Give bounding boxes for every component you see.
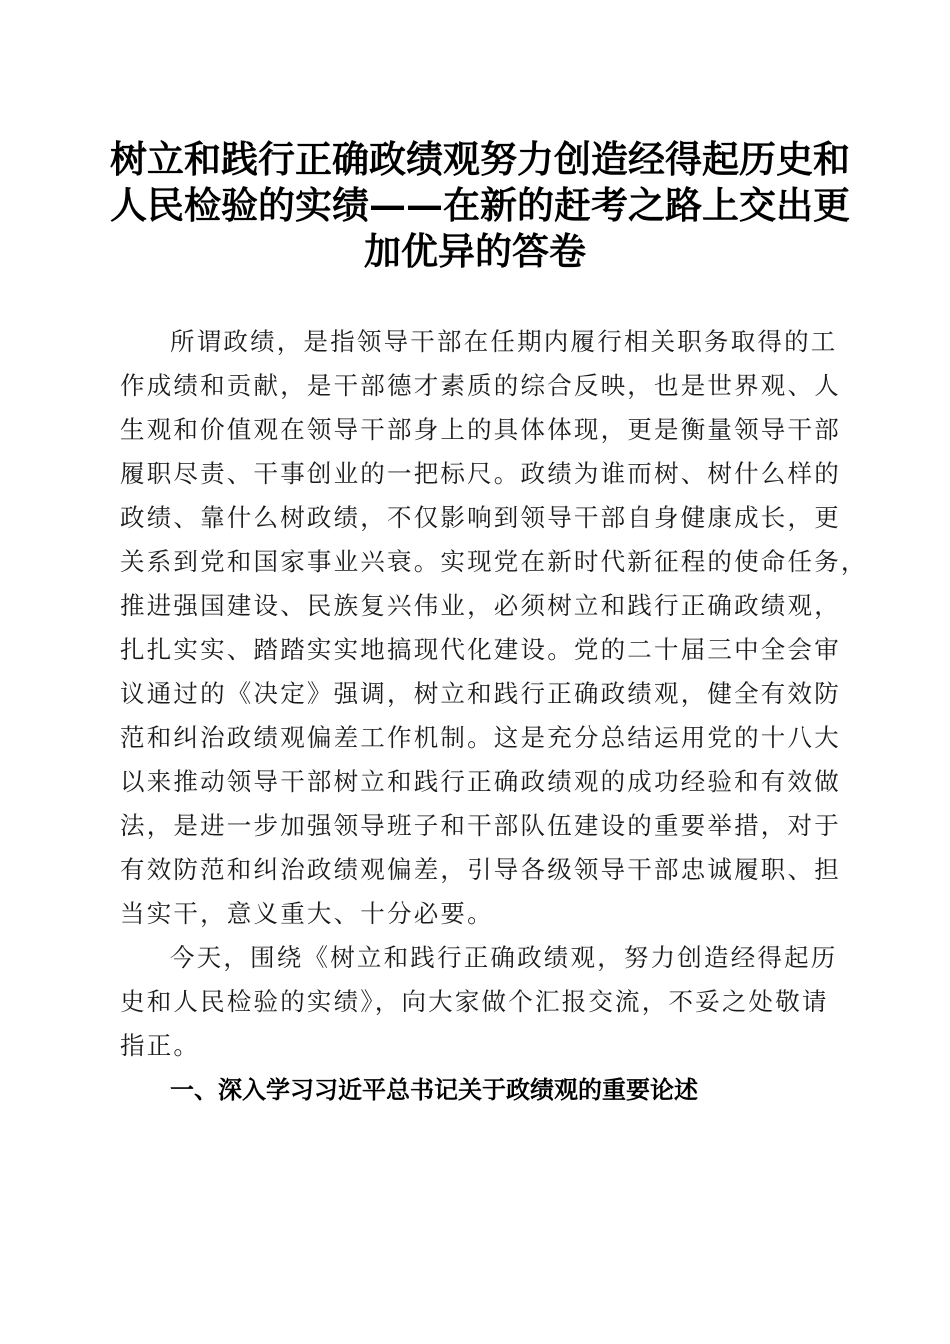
title-line: 加优异的答卷: [364, 229, 586, 273]
text-line: 作成绩和贡献，是干部德才素质的综合反映，也是世界观、人: [120, 371, 841, 400]
text-line: 指正。: [120, 1031, 201, 1060]
intro-paragraph: [120, 320, 868, 936]
title-line: 人民检验的实绩——在新的赶考之路上交出更: [110, 183, 850, 227]
text-line: 法，是进一步加强领导班子和干部队伍建设的重要举措，对于: [120, 811, 841, 840]
text-line: 履职尽责、干事创业的一把标尺。政绩为谁而树、树什么样的: [120, 459, 841, 488]
text-line: 当实干，意义重大、十分必要。: [120, 899, 494, 928]
purpose-paragraph: [120, 936, 840, 1068]
text-line: 以来推动领导干部树立和践行正确政绩观的成功经验和有效做: [120, 767, 841, 796]
text-line: 范和纠治政绩观偏差工作机制。这是充分总结运用党的十八大: [120, 723, 841, 752]
text-line: 史和人民检验的实绩》，向大家做个汇报交流，不妥之处敬请: [120, 987, 829, 1016]
text-line: 扎扎实实、踏踏实实地搞现代化建设。党的二十届三中全会审: [120, 635, 841, 664]
text-line: 有效防范和纠治政绩观偏差，引导各级领导干部忠诚履职、担: [120, 855, 841, 884]
document-body: [120, 320, 868, 1112]
text-line: 今天，围绕《树立和践行正确政绩观，努力创造经得起历: [170, 943, 838, 972]
section-heading: 一、深入学习习近平总书记关于政绩观的重要论述: [170, 1076, 698, 1104]
text-line: 议通过的《决定》强调，树立和践行正确政绩观，健全有效防: [120, 679, 841, 708]
text-line: 生观和价值观在领导干部身上的具体体现，更是衡量领导干部: [120, 415, 841, 444]
text-line: 所谓政绩，是指领导干部在任期内履行相关职务取得的工: [170, 327, 838, 356]
document-title: [110, 136, 850, 274]
text-line: 政绩、靠什么树政绩，不仅影响到领导干部自身健康成长，更: [120, 503, 841, 532]
text-line: 关系到党和国家事业兴衰。实现党在新时代新征程的使命任务，: [120, 547, 868, 576]
text-line: 推进强国建设、民族复兴伟业，必须树立和践行正确政绩观，: [120, 591, 841, 620]
title-line: 树立和践行正确政绩观努力创造经得起历史和: [110, 137, 850, 181]
